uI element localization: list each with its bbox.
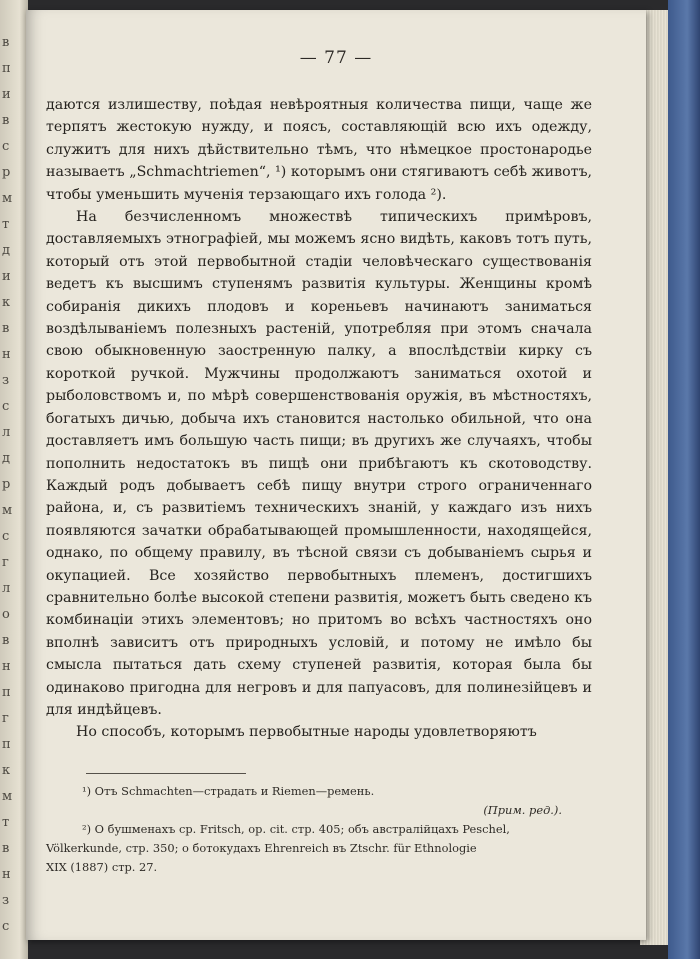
paragraph-2: На безчисленномъ множествѣ типическихъ примѣровъ, доставляемыхъ этнографіей, мы можемъ ясно видѣть, каковъ тотъ путь, который отъ этой первобытной стадіи человѣческаго существованія ведетъ къ высшимъ ступенямъ развитія культуры. Женщины кромѣ собиранія дикихъ плодовъ и кореньевъ начинаютъ заниматься воздѣлываніемъ полезныхъ растеній, употребляя при этомъ сначала свою обыкновенную заостренную палку, а впослѣдствіи кирку съ короткой ручкой. Мужчины продолжаютъ заниматься охотой и рыболовствомъ и, по мѣрѣ совершенствованія оружія, въ мѣстностяхъ, богатыхъ дичью, добыча ихъ становится настолько обильной, что она доставляетъ имъ большую часть пищи; въ другихъ же случаяхъ, чтобы пополнить недостатокъ въ пищѣ они прибѣгаютъ къ скотоводству. Каждый родъ добываетъ себѣ пищу внутри строго ограниченнаго района, и, съ развитіемъ техническихъ знаній, у каждаго изъ нихъ появляются зачатки обрабатывающей промышленности, находящейся, однако, по общему правилу, въ тѣсной связи съ добываніемъ сырья и окупацией. Все хозяйство первобытныхъ племенъ, достигшихъ сравнительно болѣе высокой степени развитія, можетъ быть сведено къ комбинаціи этихъ элементовъ; но притомъ во всѣхъ частностяхъ оно вполнѣ зависитъ отъ природныхъ условій, и потому не имѣло бы смысла пытаться дать схему ступеней развитія, которая была бы одинаково пригодна для негровъ и для папуасовъ, для полинезійцевъ и для индѣйцевъ. [46, 209, 592, 718]
facing-page-text: в п и в с р м т д и к в н з с л д р м с г л о в н п г п к м т в н з с [2, 35, 14, 934]
book-cover-edge [668, 0, 700, 959]
paragraph-3: Но способъ, которымъ первобытные народы удовлетворяютъ [76, 724, 537, 741]
footnote-1: ¹) Отъ Schmachten—страдать и Riemen—ремень. [82, 784, 375, 798]
paragraph-1: даются излишеству, поѣдая невѣроятныя количества пищи, чаще же терпятъ жестокую нужду, и поясъ, составляющій всю ихъ одежду, служитъ для нихъ дѣйствительно тѣмъ, что нѣмецкое простонародье называетъ „Schmachtriemen“, ¹) которымъ они стягиваютъ себѣ животъ, чтобы уменьшить мученія терзающаго ихъ голода ²). [46, 97, 592, 203]
footnote-2-line-2: Völkerkunde, стр. 350; о ботокудахъ Ehrenreich въ Ztschr. für Ethnologie [46, 841, 477, 855]
body-text [46, 94, 592, 744]
page-number: — 77 — [299, 48, 373, 68]
footnotes [46, 782, 592, 877]
editor-note: (Прим. ред.). [483, 803, 562, 817]
book-page [26, 10, 646, 940]
footnote-2-line-1: ²) О бушменахъ ср. Fritsch, op. cit. стр. 405; объ австралійцахъ Peschel, [82, 822, 510, 836]
footnote-rule [86, 773, 246, 774]
footnote-2-line-3: XIX (1887) стр. 27. [46, 860, 158, 874]
facing-page-edge [0, 0, 28, 959]
